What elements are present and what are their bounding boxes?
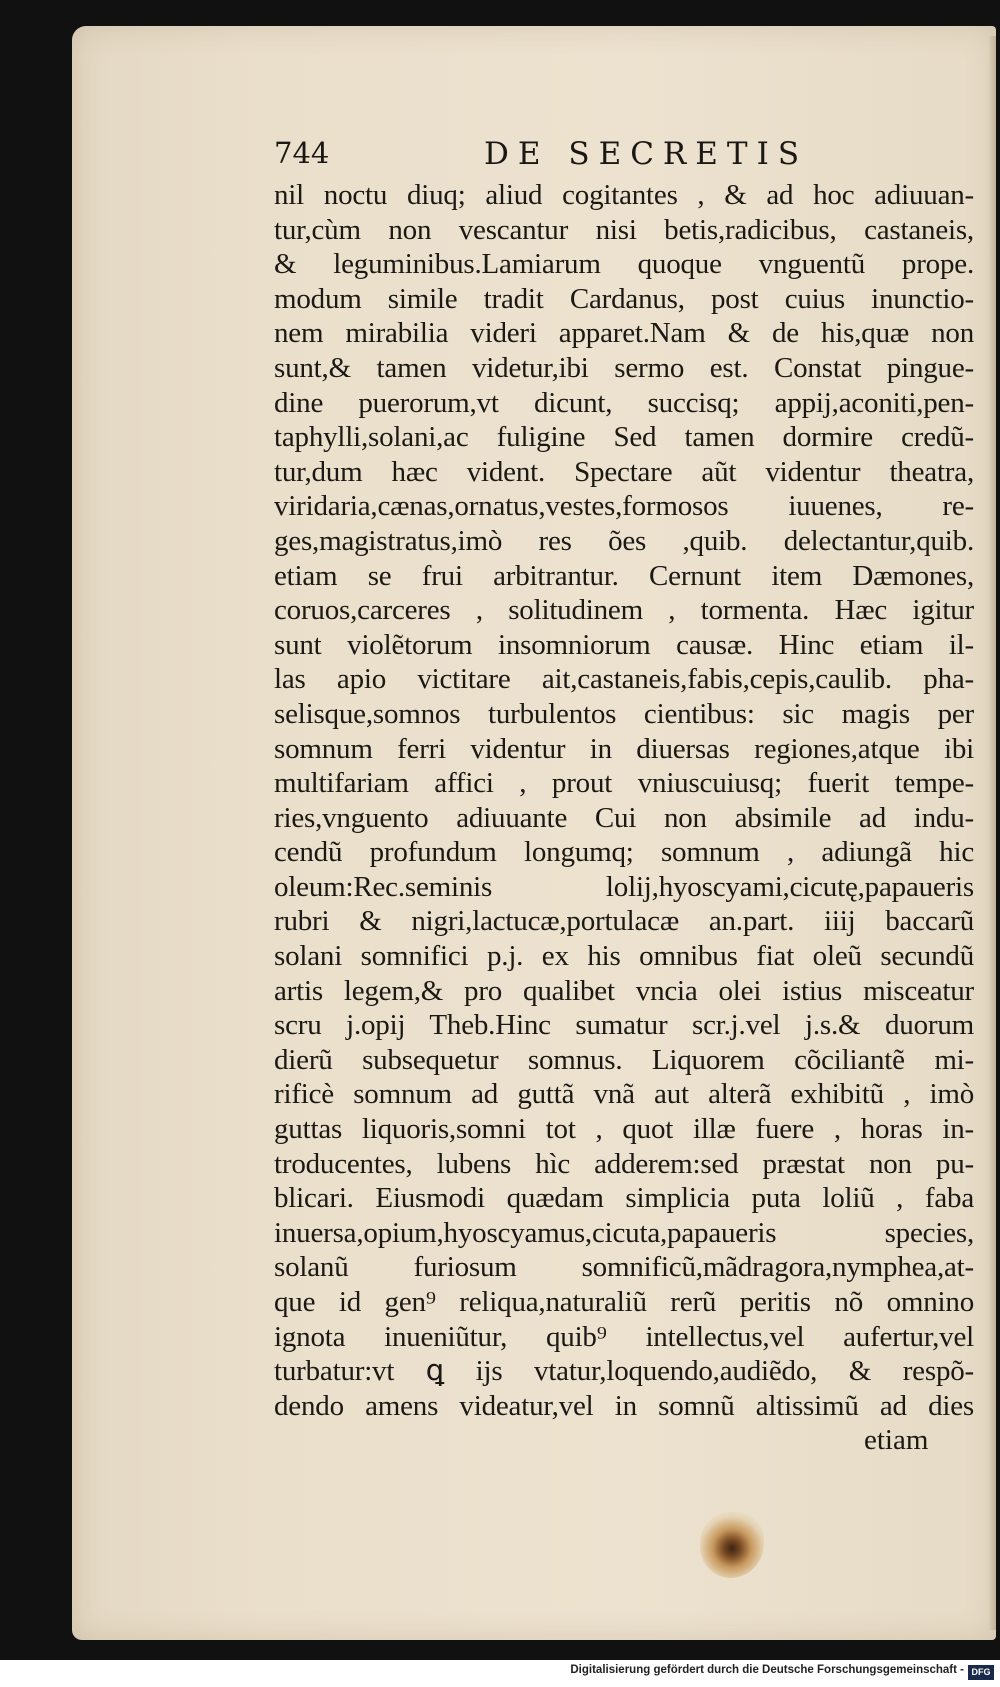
text-line: las apio victitare ait,castaneis,fabis,cepis,caulib. pha- bbox=[274, 663, 974, 696]
text-line: ges,magistratus,imò res ões ,quib. delectantur,quib. bbox=[274, 524, 974, 557]
text-line: oleum:Rec.seminis lolij,hyoscyami,cicutę,papaueris bbox=[274, 870, 974, 903]
text-line: tur,cùm non vescantur nisi betis,radicibus, castaneis, bbox=[274, 213, 974, 246]
text-line: solanũ furiosum somnificũ,mãdragora,nymphea,at- bbox=[274, 1251, 974, 1284]
text-line: inuersa,opium,hyoscyamus,cicuta,papaueris species, bbox=[274, 1216, 974, 1249]
text-line: solani somnifici p.j. ex his omnibus fiat oleũ secundũ bbox=[274, 940, 974, 973]
text-line: taphylli,solani,ac fuligine Sed tamen dormire credũ- bbox=[274, 421, 974, 454]
catchword: etiam bbox=[864, 1424, 929, 1456]
page-header bbox=[274, 136, 834, 180]
text-line: ignota inueniũtur, quib⁹ intellectus,vel aufertur,vel bbox=[274, 1320, 974, 1353]
text-line: etiam se frui arbitrantur. Cernunt item Dæmones, bbox=[274, 559, 974, 592]
dfg-logo: DFG bbox=[968, 1665, 994, 1680]
text-line: guttas liquoris,somni tot , quot illæ fuere , horas in- bbox=[274, 1113, 974, 1146]
text-line: dierũ subsequetur somnus. Liquorem cõciliantẽ mi- bbox=[274, 1043, 974, 1076]
text-line: artis legem,& pro qualibet vncia olei istius misceatur bbox=[274, 974, 974, 1007]
text-line: nil noctu diuq; aliud cogitantes , & ad hoc adiuuan- bbox=[274, 179, 974, 211]
text-line: rificè somnum ad guttã vnã aut alterã exhibitũ , imò bbox=[274, 1078, 974, 1111]
text-line: multifariam affici , prout vniuscuiusq; fuerit tempe- bbox=[274, 767, 974, 800]
text-line: blicari. Eiusmodi quædam simplicia puta loliũ , faba bbox=[274, 1182, 974, 1215]
page-number: 744 bbox=[274, 136, 330, 170]
text-line: dine puerorum,vt dicunt, succisq; appij,aconiti,pen- bbox=[274, 386, 974, 419]
text-line: que id gen⁹ reliqua,naturaliũ rerũ peritis nõ omnino bbox=[274, 1286, 974, 1318]
text-line: selisque,somnos turbulentos cientibus: sic magis per bbox=[274, 697, 974, 730]
text-line: turbatur:vt ꝗ ijs vtatur,loquendo,audiẽdo, & respõ- bbox=[274, 1355, 974, 1388]
text-line: rubri & nigri,lactucæ,portulacæ an.part. iiij baccarũ bbox=[274, 905, 974, 938]
page-edge bbox=[988, 36, 996, 1630]
text-line: nem mirabilia videri apparet.Nam & de his,quæ non bbox=[274, 317, 974, 350]
text-line: tur,dum hæc vident. Spectare aũt videntur theatra, bbox=[274, 455, 974, 488]
text-line: cendũ profundum longumq; somnum , adiungã hic bbox=[274, 836, 974, 869]
text-line: scru j.opij Theb.Hinc sumatur scr.j.vel j.s.& duorum bbox=[274, 1009, 974, 1042]
text-line: & leguminibus.Lamiarum quoque vnguentũ prope. bbox=[274, 248, 974, 281]
text-line: modum simile tradit Cardanus, post cuius inunctio- bbox=[274, 282, 974, 315]
running-head: DE SECRETIS bbox=[484, 136, 809, 172]
text-line: sunt violẽtorum insomniorum causæ. Hinc etiam il- bbox=[274, 628, 974, 661]
text-line: coruos,carceres , solitudinem , tormenta. Hæc igitur bbox=[274, 594, 974, 627]
text-line: somnum ferri videntur in diuersas regiones,atque ibi bbox=[274, 732, 974, 765]
text-line: viridaria,cænas,ornatus,vestes,formosos iuuenes, re- bbox=[274, 490, 974, 523]
text-line: sunt,& tamen videtur,ibi sermo est. Constat pingue- bbox=[274, 351, 974, 384]
text-line: troducentes, lubens hìc adderem:sed præstat non pu- bbox=[274, 1147, 974, 1180]
text-line: ries,vnguento adiuuante Cui non absimile ad indu- bbox=[274, 801, 974, 834]
body-text bbox=[274, 178, 974, 1423]
text-line: dendo amens videatur,vel in somnũ altissimũ ad dies bbox=[274, 1389, 974, 1422]
footer-bar bbox=[0, 1660, 1000, 1687]
footer-credit: Digitalisierung gefördert durch die Deutsche Forschungsgemeinschaft - bbox=[570, 1664, 964, 1676]
